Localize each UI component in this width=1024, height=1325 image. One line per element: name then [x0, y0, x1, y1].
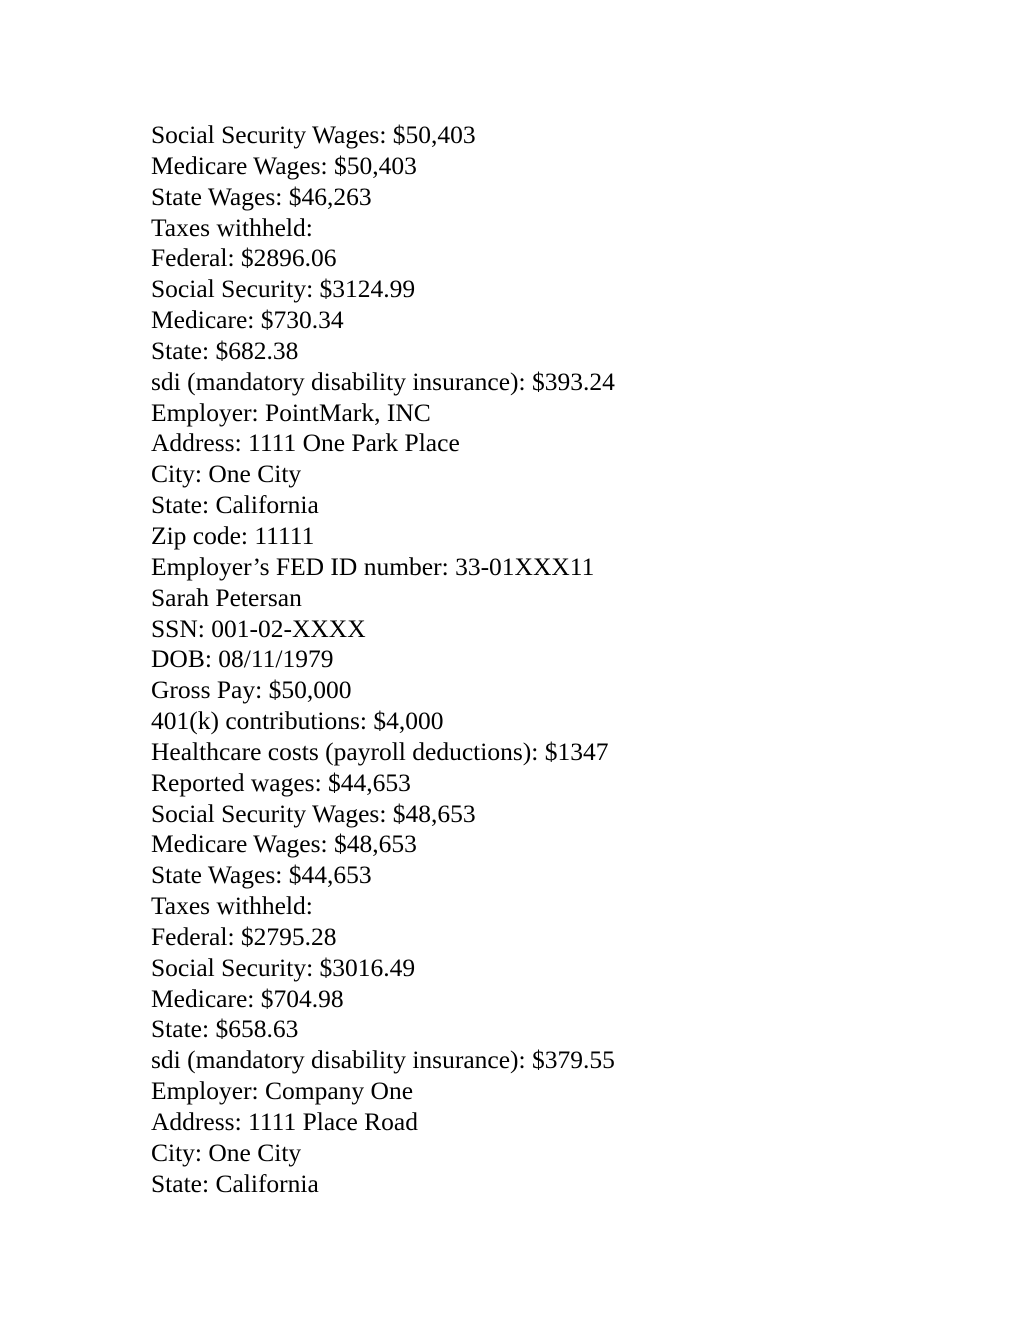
federal-tax-line-2: Federal: $2795.28	[151, 921, 337, 951]
taxes-withheld-heading-2: Taxes withheld:	[151, 891, 313, 921]
dob-line: DOB: 08/11/1979	[151, 644, 334, 674]
state-wages-line-1: State Wages: $46,263	[151, 181, 372, 211]
employer-fed-id-line: Employer’s FED ID number: 33-01XXX11	[151, 551, 595, 581]
state-wages-line-2: State Wages: $44,653	[151, 860, 372, 890]
gross-pay-line: Gross Pay: $50,000	[151, 675, 352, 705]
ssn-line: SSN: 001-02-XXXX	[151, 613, 366, 643]
employee-name-line: Sarah Petersan	[151, 582, 302, 612]
401k-line: 401(k) contributions: $4,000	[151, 706, 444, 736]
address-line-2: Address: 1111 Place Road	[151, 1107, 418, 1136]
zip-code-line: Zip code: 11111	[151, 520, 315, 550]
city-line-1: City: One City	[151, 459, 302, 489]
state-tax-line-2: State: $658.63	[151, 1014, 299, 1044]
healthcare-costs-line: Healthcare costs (payroll deductions): $1347	[151, 736, 609, 766]
federal-tax-line-1: Federal: $2896.06	[151, 243, 337, 273]
ss-tax-line-2: Social Security: $3016.49	[151, 952, 416, 982]
sdi-line-1: sdi (mandatory disability insurance): $393.24	[151, 366, 615, 396]
state-tax-line-1: State: $682.38	[151, 335, 299, 365]
ss-tax-line-1: Social Security: $3124.99	[151, 274, 416, 304]
ss-wages-line-1: Social Security Wages: $50,403	[151, 120, 476, 149]
document-text-block	[151, 120, 951, 1200]
employer-line-2: Employer: Company One	[151, 1076, 414, 1106]
medicare-wages-line-2: Medicare Wages: $48,653	[151, 829, 417, 859]
medicare-tax-line-2: Medicare: $704.98	[151, 983, 344, 1013]
state-line-2: State: California	[151, 1168, 319, 1198]
address-line-1: Address: 1111 One Park Place	[151, 428, 460, 458]
reported-wages-line: Reported wages: $44,653	[151, 767, 411, 797]
sdi-line-2: sdi (mandatory disability insurance): $379.55	[151, 1045, 615, 1075]
taxes-withheld-heading-1: Taxes withheld:	[151, 212, 313, 242]
city-line-2: City: One City	[151, 1137, 302, 1167]
employer-line-1: Employer: PointMark, INC	[151, 397, 431, 427]
medicare-wages-line-1: Medicare Wages: $50,403	[151, 150, 417, 180]
ss-wages-line-2: Social Security Wages: $48,653	[151, 798, 476, 828]
state-line-1: State: California	[151, 490, 319, 520]
medicare-tax-line-1: Medicare: $730.34	[151, 305, 344, 335]
